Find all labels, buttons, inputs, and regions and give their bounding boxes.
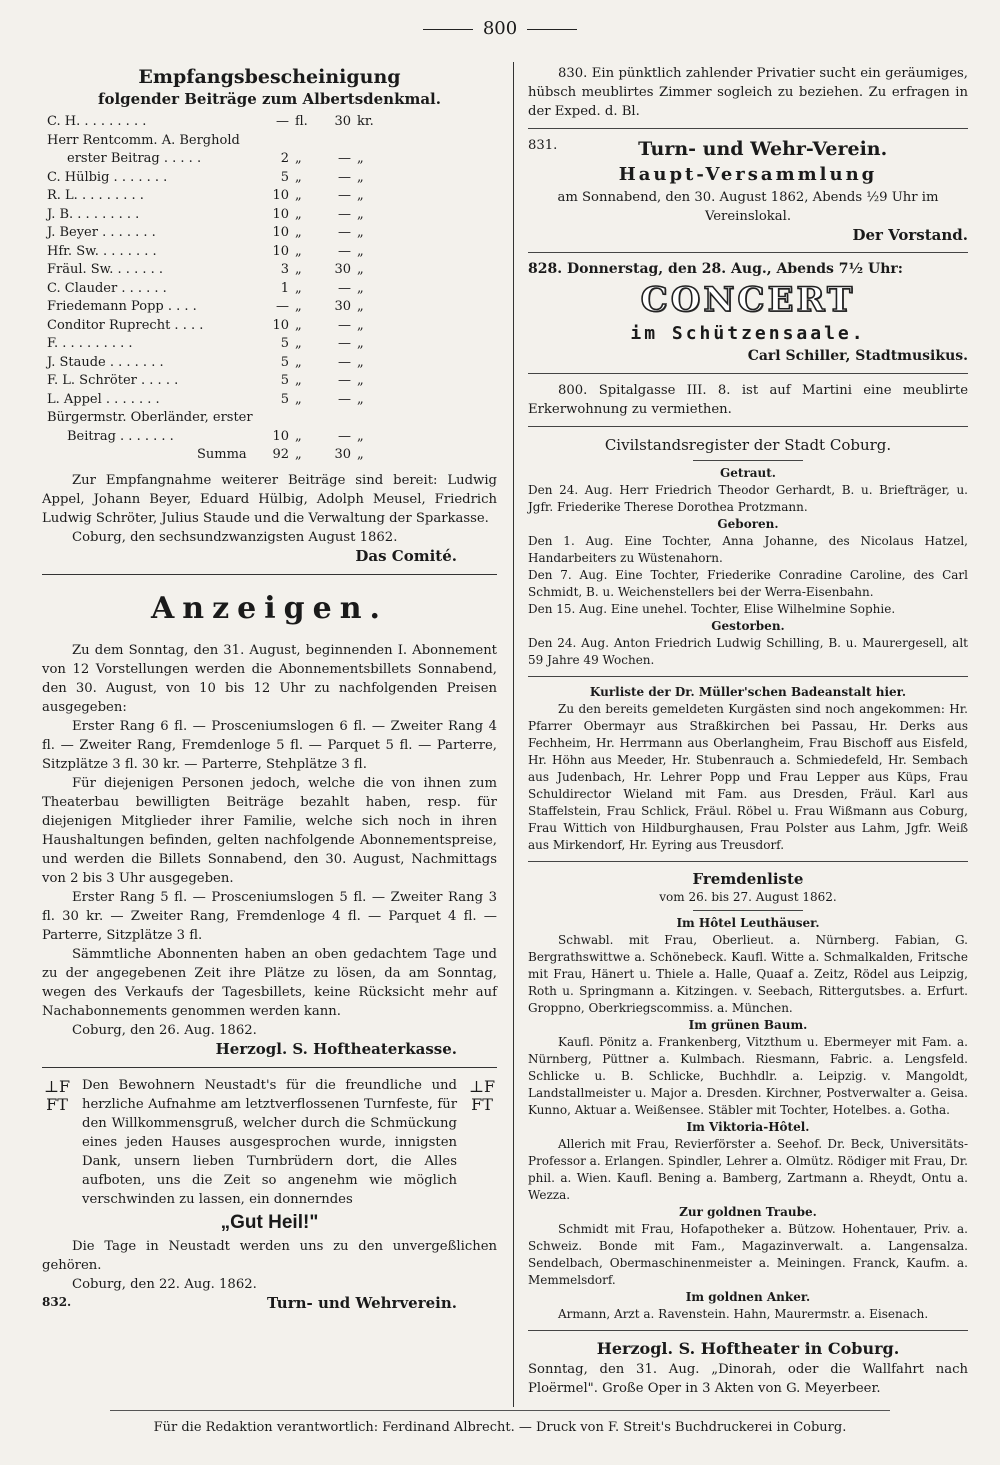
donation-row bbox=[47, 187, 377, 206]
turner-cheer: „Gut Heil!" bbox=[220, 1211, 319, 1233]
donation-fl: — bbox=[276, 114, 289, 129]
receipt-section bbox=[42, 64, 497, 566]
donation-unit-kr: „ bbox=[357, 151, 364, 166]
ads-heading: Anzeigen. bbox=[151, 590, 388, 626]
donation-row bbox=[47, 317, 377, 336]
fremdenliste-title: Fremdenliste bbox=[692, 870, 804, 888]
donation-unit-kr: „ bbox=[357, 391, 364, 407]
ad-830: 830. Ein pünktlich zahlender Privatier sucht ein geräumiges, hübsch meublirtes Zimmer sogleich zu beziehen. Zu erfragen in der Exped. d. Bl. bbox=[528, 66, 968, 119]
column-divider bbox=[513, 62, 514, 1407]
donation-fl: 1 bbox=[280, 280, 289, 296]
donation-name: J. Staude . . . . . . . bbox=[47, 354, 164, 370]
donation-fl: 5 bbox=[280, 373, 289, 388]
donation-unit-kr: „ bbox=[357, 336, 364, 351]
donation-unit-kr: „ bbox=[357, 447, 364, 462]
donation-row bbox=[47, 409, 377, 428]
short-rule bbox=[693, 460, 803, 461]
hotel-heading: Im Hôtel Leuthäuser. bbox=[676, 916, 820, 930]
donation-kr: — bbox=[338, 336, 351, 351]
donation-name: Conditor Ruprecht . . . . bbox=[47, 317, 204, 333]
donation-name: Summa bbox=[197, 447, 247, 462]
donation-row bbox=[47, 132, 377, 151]
donation-fl: 5 bbox=[280, 169, 289, 185]
hotel-guests: Armann, Arzt a. Ravenstein. Hahn, Maurermstr. a. Eisenach. bbox=[558, 1307, 929, 1321]
left-column bbox=[42, 64, 497, 1313]
donation-unit-fl: „ bbox=[295, 169, 302, 185]
donation-name: Friedemann Popp . . . . bbox=[47, 299, 197, 314]
donation-unit-fl: „ bbox=[295, 262, 302, 277]
donation-unit-fl: „ bbox=[295, 151, 302, 166]
ad-831-number: 831. bbox=[528, 138, 558, 153]
donation-kr: 30 bbox=[334, 299, 351, 314]
hotel-guests: Schwabl. mit Frau, Oberlieut. a. Nürnberg. Fabian, G. Bergrathswittwe a. Schönebeck. Kaufl. Witte a. Schmalkalden, Fritsche mit Frau, Hänert u. Thiele a. Halle, Quaaf a. Zeitz, Rödel aus Leipzig, Roth u. Springmann a. Kitzingen. v. Seebach, Rittergutsbes. a. Erfurt. Groppno, Oberkriegscommiss. a. München. bbox=[528, 933, 968, 1015]
hotel-heading: Im Viktoria-Hôtel. bbox=[686, 1120, 810, 1134]
receipt-date: Coburg, den sechsundzwanzigsten August 1862. bbox=[72, 529, 398, 545]
donation-unit-fl: „ bbox=[295, 391, 302, 407]
hoftheater-title: Herzogl. S. Hoftheater in Coburg. bbox=[596, 1339, 900, 1358]
civil-entry: Den 7. Aug. Eine Tochter, Friederike Conradine Caroline, des Carl Schmidt, B. u. Weichenstellers bei der Werra-Eisenbahn. bbox=[528, 568, 968, 599]
donation-unit-kr: „ bbox=[357, 225, 364, 240]
theater-p5: Sämmtliche Abonnenten haben an oben gedachtem Tage und zu der angegebenen Zeit ihre Plätze zu lösen, da am Sonntag, wegen des Verkaufs der Tagesbillets, keine Rücksicht mehr auf Nachabonnements genommen werden kann. bbox=[42, 946, 497, 1019]
donation-name: L. Appel . . . . . . . bbox=[47, 391, 160, 407]
donation-unit-fl: „ bbox=[295, 188, 302, 203]
section-rule bbox=[42, 574, 497, 575]
footer-rule bbox=[110, 1410, 890, 1411]
section-rule bbox=[528, 1330, 968, 1331]
donation-kr: — bbox=[338, 354, 351, 370]
donation-fl: — bbox=[276, 299, 289, 314]
donation-kr: — bbox=[338, 280, 351, 296]
receipt-signature: Das Comité. bbox=[355, 546, 457, 565]
donation-name: erster Beitrag . . . . . bbox=[67, 151, 202, 166]
donation-kr: 30 bbox=[334, 447, 351, 462]
donation-kr: — bbox=[338, 391, 351, 407]
donation-row bbox=[47, 372, 377, 391]
kurliste bbox=[528, 684, 968, 854]
hotel-guests: Kaufl. Pönitz a. Frankenberg, Vitzthum u. Ebermeyer mit Fam. a. Nürnberg, Püttner a. Kulmbach. Riesmann, Fabric. a. Lengsfeld. Schlicke u. B. Schlicke, Buchhdlr. a. Leipzig. v. Mangoldt, Landstallmeister u. Major a. Dresden. Kirchner, Postverwalter a. Geisa. Kunno, Aktuar a. Weißensee. Stäbler mit Tochter, Hotelbes. a. Gotha. bbox=[528, 1035, 968, 1117]
kurliste-title: Kurliste der Dr. Müller'schen Badeanstalt hier. bbox=[589, 685, 907, 699]
donation-unit-kr: „ bbox=[357, 373, 364, 388]
section-rule bbox=[528, 676, 968, 677]
donation-name: Bürgermstr. Oberländer, erster bbox=[47, 410, 253, 425]
donation-fl: 5 bbox=[280, 354, 289, 370]
donation-kr bbox=[323, 132, 351, 151]
receipt-subtitle: folgender Beiträge zum Albertsdenkmal. bbox=[98, 90, 441, 108]
donation-fl: 5 bbox=[280, 336, 289, 351]
turner-text2: Die Tage in Neustadt werden uns zu den unvergeßlichen gehören. bbox=[42, 1238, 497, 1273]
donation-name: C. Clauder . . . . . . bbox=[47, 280, 167, 296]
turner-ad bbox=[42, 1076, 497, 1313]
section-rule bbox=[528, 128, 968, 129]
donation-fl: 92 bbox=[272, 447, 289, 462]
donation-name: C. Hülbig . . . . . . . bbox=[47, 169, 168, 185]
donation-unit-fl: „ bbox=[295, 317, 302, 333]
donation-kr: — bbox=[338, 373, 351, 388]
hotel-heading: Im goldnen Anker. bbox=[685, 1290, 811, 1304]
fremdenliste bbox=[528, 869, 968, 1323]
donation-row bbox=[47, 428, 377, 447]
donation-row bbox=[47, 169, 377, 188]
donation-unit-fl: „ bbox=[295, 447, 302, 462]
donation-name: Fräul. Sw. . . . . . . bbox=[47, 262, 163, 277]
donation-unit-fl: fl. bbox=[295, 114, 308, 129]
donation-unit-fl: „ bbox=[295, 299, 302, 314]
ad-828-line: 828. Donnerstag, den 28. Aug., Abends 7½ Uhr: bbox=[528, 261, 903, 277]
donation-name: F. . . . . . . . . . bbox=[47, 336, 133, 351]
donation-kr: — bbox=[338, 169, 351, 185]
donation-row bbox=[47, 206, 377, 225]
turner-signature: Turn- und Wehrverein. bbox=[267, 1293, 457, 1312]
theater-p2: Erster Rang 6 fl. — Prosceniumslogen 6 fl. — Zweiter Rang 4 fl. — Zweiter Rang, Fremdenloge 5 fl. — Parquet 5 fl. — Parterre, Sitzplätze 3 fl. 30 kr. — Parterre, Stehplätze 3 fl. bbox=[42, 718, 497, 772]
donation-unit-kr: „ bbox=[357, 206, 364, 222]
donation-unit-kr: „ bbox=[357, 354, 364, 370]
donation-row bbox=[47, 243, 377, 262]
page-header bbox=[0, 18, 1000, 39]
donation-unit-kr: „ bbox=[357, 243, 364, 259]
donation-name: Beitrag . . . . . . . bbox=[67, 428, 174, 444]
donation-row bbox=[47, 280, 377, 299]
donation-unit-fl: „ bbox=[295, 336, 302, 351]
hoftheater-ad bbox=[528, 1338, 968, 1398]
donation-unit-kr bbox=[351, 132, 377, 151]
donation-row bbox=[47, 113, 377, 132]
donation-kr: 30 bbox=[334, 114, 351, 129]
civil-entry: Den 15. Aug. Eine unehel. Tochter, Elise Wilhelmine Sophie. bbox=[528, 602, 896, 616]
donation-row bbox=[47, 261, 377, 280]
civil-register bbox=[528, 434, 968, 669]
header-dash-left bbox=[423, 29, 473, 30]
donation-unit-kr: „ bbox=[357, 188, 364, 203]
donation-table bbox=[47, 113, 377, 465]
donation-fl: 10 bbox=[272, 206, 289, 222]
hotel-guests: Schmidt mit Frau, Hofapotheker a. Bützow. Hohentauer, Priv. a. Schweiz. Bonde mit Fam., Magazinverwalt. a. Langensalza. Sendelbach, Obermaschinenmeister a. Meiningen. Franck, Kaufm. a. Memmelsdorf. bbox=[528, 1222, 968, 1287]
donation-row bbox=[47, 446, 377, 465]
gestorben-label: Gestorben. bbox=[711, 619, 785, 633]
donation-unit-fl bbox=[289, 409, 323, 428]
geboren-label: Geboren. bbox=[717, 517, 779, 531]
ad-831-header bbox=[528, 136, 968, 162]
donation-unit-fl: „ bbox=[295, 225, 302, 240]
donation-fl: 10 bbox=[272, 243, 289, 259]
donation-name: F. L. Schröter . . . . . bbox=[47, 373, 179, 388]
hotel-heading: Zur goldnen Traube. bbox=[679, 1205, 817, 1219]
donation-row bbox=[47, 224, 377, 243]
donation-name: C. H. . . . . . . . . bbox=[47, 114, 147, 129]
right-column bbox=[528, 64, 968, 1398]
hotel-heading: Im grünen Baum. bbox=[688, 1018, 808, 1032]
donation-row bbox=[47, 391, 377, 410]
concert-signature: Carl Schiller, Stadtmusikus. bbox=[747, 348, 968, 364]
ad-828 bbox=[528, 260, 968, 366]
donation-unit-kr: „ bbox=[357, 280, 364, 296]
donation-unit-fl: „ bbox=[295, 206, 302, 222]
donation-fl bbox=[261, 132, 289, 151]
donation-unit-fl: „ bbox=[295, 243, 302, 259]
civil-entry: Den 24. Aug. Herr Friedrich Theodor Gerhardt, B. u. Briefträger, u. Jgfr. Friederike Therese Dorothea Protzmann. bbox=[528, 483, 968, 514]
civil-entry: Den 1. Aug. Eine Tochter, Anna Johanne, des Nicolaus Hatzel, Handarbeiters zu Wüstenahorn. bbox=[528, 534, 968, 565]
concert-heading: CONCERT bbox=[640, 280, 856, 320]
section-rule bbox=[42, 1067, 497, 1068]
turner-logo-right: ⊥F FT bbox=[468, 1076, 496, 1114]
donation-kr: — bbox=[338, 225, 351, 240]
donation-name: Herr Rentcomm. A. Berghold bbox=[47, 132, 240, 148]
donation-unit-fl: „ bbox=[295, 373, 302, 388]
donation-unit-fl bbox=[289, 132, 323, 151]
donation-kr bbox=[323, 409, 351, 428]
donation-kr: — bbox=[338, 206, 351, 222]
hoftheater-text: Sonntag, den 31. Aug. „Dinorah, oder die Wallfahrt nach Ploërmel". Große Oper in 3 Akten von G. Meyerbeer. bbox=[528, 1362, 968, 1396]
footer-imprint: Für die Redaktion verantwortlich: Ferdinand Albrecht. — Druck von F. Streit's Buchdruckerei in Coburg. bbox=[153, 1420, 847, 1435]
donation-unit-kr: kr. bbox=[357, 114, 374, 129]
hotel-guests: Allerich mit Frau, Revierförster a. Seehof. Dr. Beck, Universitäts-Professor a. Erlangen. Spindler, Lehrer a. Olmütz. Rödiger mit Frau, Dr. phil. a. Wien. Kaufl. Bening a. Bamberg, Zartmann a. Rheydt, Ontu a. Wezza. bbox=[528, 1137, 968, 1202]
donation-fl: 2 bbox=[280, 151, 289, 166]
donation-row bbox=[47, 354, 377, 373]
donation-fl: 10 bbox=[272, 428, 289, 444]
theater-p4: Erster Rang 5 fl. — Prosceniumslogen 5 fl. — Zweiter Rang 3 fl. 30 kr. — Zweiter Rang, Fremdenloge 4 fl. — Parquet 4 fl. — Parterre, Sitzplätze 3 fl. bbox=[42, 889, 497, 943]
donation-kr: — bbox=[338, 243, 351, 259]
section-rule bbox=[528, 426, 968, 427]
donation-kr: — bbox=[338, 428, 351, 444]
section-rule bbox=[528, 252, 968, 253]
receipt-title: Empfangsbescheinigung bbox=[138, 66, 401, 88]
donation-kr: — bbox=[338, 188, 351, 203]
ad-831-title: Turn- und Wehr-Verein. bbox=[638, 138, 888, 160]
theater-p3: Für diejenigen Personen jedoch, welche die von ihnen zum Theaterbau bewilligten Beiträge bezahlt haben, resp. für diejenigen Mitglieder ihrer Familie, welche sich noch in ihren Haushaltungen befinden, gelten nachfolgende Abonnementspreise, und werden die Billets Sonnabend, den 30. August, Nachmittags von 2 bis 3 Uhr ausgegeben. bbox=[42, 775, 497, 886]
donation-row bbox=[47, 298, 377, 317]
donation-unit-kr bbox=[351, 409, 377, 428]
ad-831-signature: Der Vorstand. bbox=[852, 226, 968, 244]
donation-unit-kr: „ bbox=[357, 169, 364, 185]
turner-footer bbox=[42, 1294, 497, 1313]
donation-unit-kr: „ bbox=[357, 428, 364, 444]
theater-p1: Zu dem Sonntag, den 31. August, beginnenden I. Abonnement von 12 Vorstellungen werden die Abonnementsbillets Sonnabend, den 30. August, von 10 bis 12 Uhr zu nachfolgenden Preisen ausgegeben: bbox=[42, 642, 497, 715]
donation-row bbox=[47, 335, 377, 354]
donation-fl bbox=[261, 409, 289, 428]
concert-venue: im Schützensaale. bbox=[630, 323, 866, 344]
kurliste-text: Zu den bereits gemeldeten Kurgästen sind noch angekommen: Hr. Pfarrer Obermayr aus Straßkirchen bei Passau, Hr. Derks aus Fechheim, Hr. Herrmann aus Oberlangheim, Frau Bischoff aus Eisfeld, Hr. Höhn aus Meeder, Hr. Stubenrauch a. Schmiedefeld, Hr. Sembach aus Judenbach, Hr. Lehrer Popp und Frau Lepper aus Küps, Frau Schuldirector Wieland mit Fam. aus Dresden, Fräul. Karl aus Staffelstein, Frau Schlick, Fräul. Röbel u. Frau Wißmann aus Coburg, Frau Wittich von Hildburghausen, Frau Polster aus Lahm, Jgfr. Weiß aus Mirkendorf, Hr. Eyring aus Treusdorf. bbox=[528, 702, 968, 852]
ad-800: 800. Spitalgasse III. 8. ist auf Martini eine meublirte Erkerwohnung zu vermiethen. bbox=[528, 383, 968, 417]
donation-unit-kr: „ bbox=[357, 262, 364, 277]
donation-fl: 10 bbox=[272, 225, 289, 240]
donation-fl: 10 bbox=[272, 188, 289, 203]
donation-kr: 30 bbox=[334, 262, 351, 277]
theater-date: Coburg, den 26. Aug. 1862. bbox=[72, 1022, 257, 1038]
receipt-body: Zur Empfangnahme weiterer Beiträge sind bereit: Ludwig Appel, Johann Beyer, Eduard Hülbig, Adolph Meusel, Friedrich Ludwig Schröter, Julius Staude und die Verwaltung der Sparkasse. bbox=[42, 472, 497, 526]
donation-unit-kr: „ bbox=[357, 299, 364, 314]
donation-row bbox=[47, 150, 377, 169]
donation-fl: 5 bbox=[280, 391, 289, 407]
civil-title: Civilstandsregister der Stadt Coburg. bbox=[604, 436, 892, 454]
fremdenliste-date: vom 26. bis 27. August 1862. bbox=[659, 890, 837, 904]
page-number: 800 bbox=[482, 18, 518, 39]
donation-kr: — bbox=[338, 317, 351, 333]
donation-unit-kr: „ bbox=[357, 317, 364, 333]
donation-name: R. L. . . . . . . . . bbox=[47, 188, 144, 203]
donation-fl: 10 bbox=[272, 317, 289, 333]
theater-ad bbox=[42, 641, 497, 1059]
theater-signature: Herzogl. S. Hoftheaterkasse. bbox=[215, 1039, 457, 1058]
turner-text: Den Bewohnern Neustadt's für die freundliche und herzliche Aufnahme am letztverflossenen Turnfeste, für den Willkommensgruß, welcher durch die Schmückung eines jeden Hauses ausgesprochen wurde, innigsten Dank, unsern lieben Turnbrüdern dort, die Alles aufboten, uns die Zeit so angenehm wie möglich verschwinden zu lassen, ein donnerndes bbox=[82, 1077, 457, 1207]
short-rule bbox=[693, 910, 803, 911]
donation-name: J. B. . . . . . . . . bbox=[47, 206, 140, 222]
civil-entry: Den 24. Aug. Anton Friedrich Ludwig Schilling, B. u. Maurergesell, alt 59 Jahre 49 Wochen. bbox=[528, 636, 968, 667]
ad-831-subtitle: Haupt-Versammlung bbox=[618, 164, 878, 185]
donation-name: Hfr. Sw. . . . . . . . bbox=[47, 243, 157, 259]
turner-date: Coburg, den 22. Aug. 1862. bbox=[72, 1276, 257, 1292]
donation-unit-fl: „ bbox=[295, 280, 302, 296]
ad-831 bbox=[528, 136, 968, 245]
donation-unit-fl: „ bbox=[295, 354, 302, 370]
header-dash-right bbox=[527, 29, 577, 30]
turner-logo-left: ⊥F FT bbox=[43, 1076, 71, 1114]
section-rule bbox=[528, 373, 968, 374]
donation-unit-fl: „ bbox=[295, 428, 302, 444]
donation-name: J. Beyer . . . . . . . bbox=[47, 225, 156, 240]
ad-831-text: am Sonnabend, den 30. August 1862, Abends ½9 Uhr im Vereinslokal. bbox=[557, 190, 939, 224]
donation-fl: 3 bbox=[280, 262, 289, 277]
turner-number: 832. bbox=[42, 1294, 72, 1309]
getraut-label: Getraut. bbox=[720, 466, 776, 480]
section-rule bbox=[528, 861, 968, 862]
donation-kr: — bbox=[338, 151, 351, 166]
